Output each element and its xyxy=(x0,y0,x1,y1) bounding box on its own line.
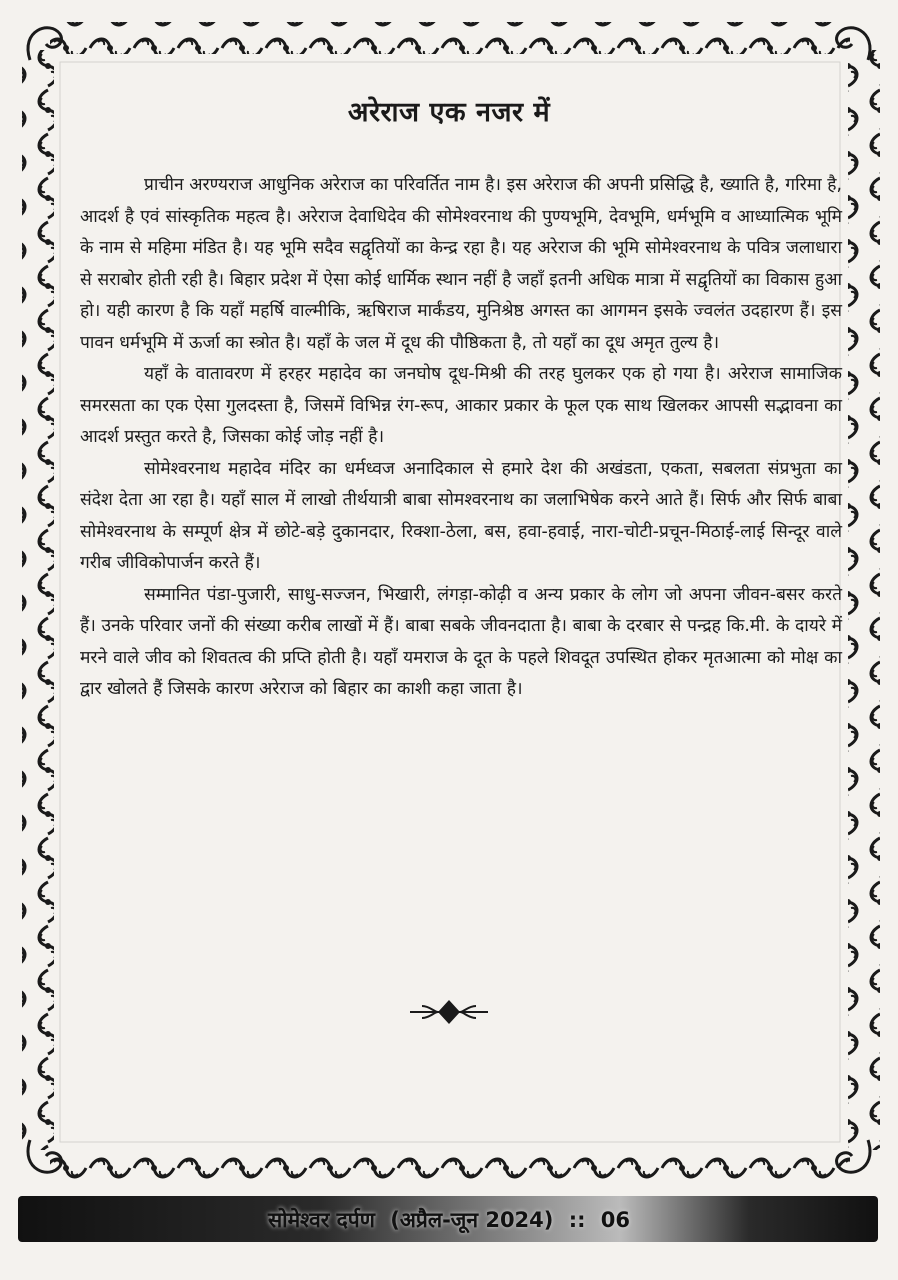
page-number: 06 xyxy=(600,1208,631,1232)
paragraph-1: प्राचीन अरण्यराज आधुनिक अरेराज का परिवर्तित नाम है। इस अरेराज की अपनी प्रसिद्धि है, ख्याति है, गरिमा है, आदर्श है एवं सांस्कृतिक महत्व है। अरेराज देवाधिदेव की सोमेश्वरनाथ की पुण्यभूमि, देवभूमि, धर्मभूमि व आध्यात्मिक भूमि के नाम से महिमा मंडित है। यह भूमि सदैव सद्वृतियों का केन्द्र रहा है। यह अरेराज की भूमि सोमेश्वरनाथ के पवित्र जलाधारा से सराबोर होती रही है। बिहार प्रदेश में ऐसा कोई धार्मिक स्थान नहीं है जहाँ इतनी अधिक मात्रा में सद्वृतियों का विकास हुआ हो। यही कारण है कि यहाँ महर्षि वाल्मीकि, ऋषिराज मार्कंडय, मुनिश्रेष्ठ अगस्त का आगमन इसके ज्वलंत उदहारण हैं। इस पावन धर्मभूमि में ऊर्जा का स्त्रोत है। यहाँ के जल में दूध की पौष्ठिकता है, तो यहाँ का दूध अमृत तुल्य है। xyxy=(80,175,842,353)
issue-label: (अप्रैल-जून 2024) xyxy=(390,1208,554,1232)
article-body xyxy=(80,170,842,706)
article-title: अरेराज एक नजर में xyxy=(347,97,551,128)
magazine-name: सोमेश्वर दर्पण xyxy=(267,1208,375,1232)
paragraph-2: यहाँ के वातावरण में हरहर महादेव का जनघोष दूध-मिश्री की तरह घुलकर एक हो गया है। अरेराज सामाजिक समरसता का एक ऐसा गुलदस्ता है, जिसमें विभिन्न रंग-रूप, आकार प्रकार के फूल एक साथ खिलकर आपसी सद्भावना का आदर्श प्रस्तुत करते है, जिसका कोई जोड़ नहीं है। xyxy=(80,364,842,447)
paragraph-4: सम्मानित पंडा-पुजारी, साधु-सज्जन, भिखारी, लंगड़ा-कोढ़ी व अन्य प्रकार के लोग जो अपना जीवन-बसर करते हैं। उनके परिवार जनों की संख्या करीब लाखों में हैं। बाबा सबके जीवनदाता है। बाबा के दरबार से पन्द्रह कि.मी. के दायरे में मरने वाले जीव को शिवतत्व की प्रप्ति होती है। यहाँ यमराज के दूत के पहले शिवदूत उपस्थित होकर मृतआत्मा को मोक्ष का द्वार खोलते हैं जिसके कारण अरेराज को बिहार का काशी कहा जाता है। xyxy=(80,584,842,699)
divider-ornament-icon xyxy=(408,998,490,1026)
footer xyxy=(0,1206,898,1234)
paragraph-3: सोमेश्वरनाथ महादेव मंदिर का धर्मध्वज अनादिकाल से हमारे देश की अखंडता, एकता, सबलता संप्रभुता का संदेश देता आ रहा है। यहाँ साल में लाखो तीर्थयात्री बाबा सोमश्वरनाथ का जलाभिषेक करने आते हैं। सिर्फ और सिर्फ बाबा सोमेश्वरनाथ के सम्पूर्ण क्षेत्र में छोटे-बड़े दुकानदार, रिक्शा-ठेला, बस, हवा-हवाई, नारा-चोटी-प्रचून-मिठाई-लाई सिन्दूर वाले गरीब जीविकोपार्जन करते हैं। xyxy=(80,458,842,573)
footer-separator: :: xyxy=(568,1208,586,1232)
